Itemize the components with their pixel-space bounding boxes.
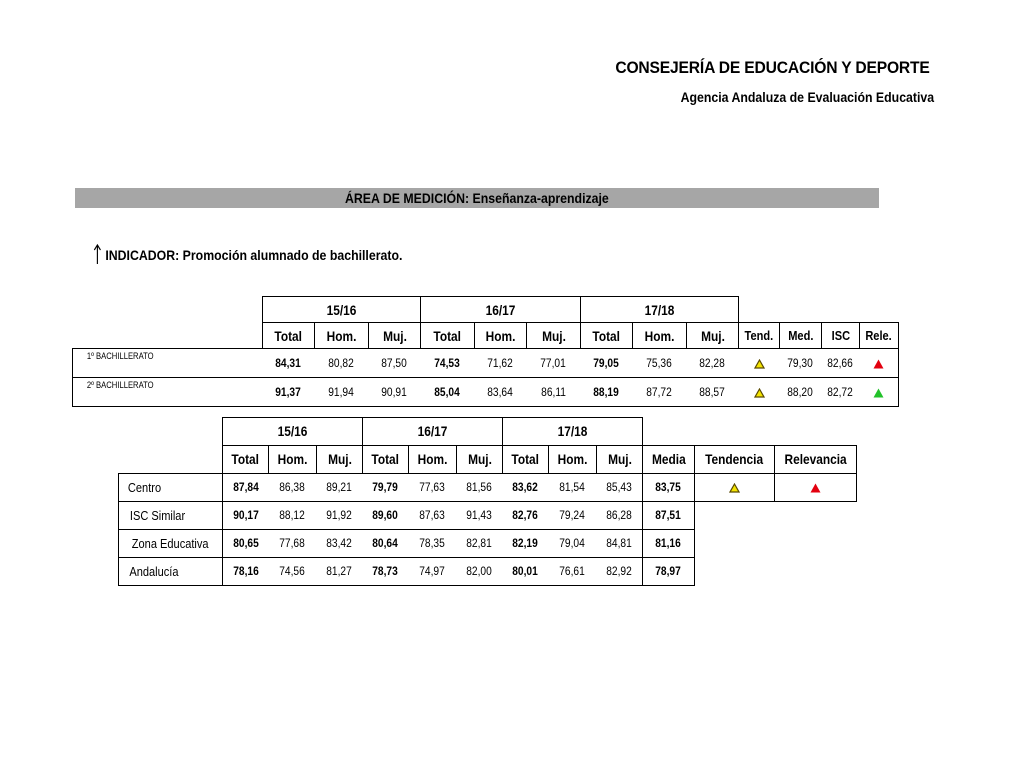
- trend-cell: [739, 378, 780, 407]
- cell: 83,42: [317, 529, 363, 557]
- table-row: [119, 473, 857, 501]
- relevance-cell: [860, 349, 899, 378]
- cell: 81,27: [317, 557, 363, 585]
- column-header: Muj.: [597, 445, 643, 473]
- cell: 90,91: [369, 378, 421, 407]
- media-cell: 87,51: [643, 501, 695, 529]
- triangle-yellow-icon: [754, 359, 765, 369]
- cell: 75,36: [633, 349, 687, 378]
- cell: 74,53: [421, 349, 475, 378]
- cell: 90,17: [223, 501, 269, 529]
- cell: 84,31: [263, 349, 315, 378]
- row-label: ISC Similar: [119, 501, 223, 529]
- column-header: Muj.: [317, 445, 363, 473]
- cell: 81,56: [457, 473, 503, 501]
- row-label: 2º BACHILLERATO: [73, 378, 263, 407]
- column-header: Hom.: [409, 445, 457, 473]
- column-header: Muj.: [527, 323, 581, 349]
- year-header: 15/16: [263, 297, 421, 323]
- year-header-row: [119, 418, 857, 446]
- cell: 88,19: [581, 378, 633, 407]
- cell: 88,12: [269, 501, 317, 529]
- media-cell: 83,75: [643, 473, 695, 501]
- row-label: Andalucía: [119, 557, 223, 585]
- cell: 82,28: [687, 349, 739, 378]
- cell: 86,28: [597, 501, 643, 529]
- agency-subtitle: Agencia Andaluza de Evaluación Educativa: [680, 89, 934, 105]
- column-header-med: Med.: [780, 323, 822, 349]
- column-header-tend: Tend.: [739, 323, 780, 349]
- area-banner: [75, 188, 879, 208]
- cell: 85,43: [597, 473, 643, 501]
- indicator-line: [93, 243, 402, 265]
- column-header: Hom.: [475, 323, 527, 349]
- triangle-yellow-icon: [729, 483, 740, 493]
- indicator-label: INDICADOR:: [105, 247, 180, 263]
- trend-cell: [739, 349, 780, 378]
- cell: 82,72: [822, 378, 860, 407]
- cell: 89,21: [317, 473, 363, 501]
- cell: 87,63: [409, 501, 457, 529]
- column-header-row: [73, 323, 899, 349]
- row-label: 1º BACHILLERATO: [73, 349, 263, 378]
- cell: 78,35: [409, 529, 457, 557]
- cell: 74,56: [269, 557, 317, 585]
- table-row: [119, 529, 857, 557]
- trend-cell: [695, 473, 775, 501]
- column-header: Hom.: [269, 445, 317, 473]
- table-row: [119, 501, 857, 529]
- organization-title: CONSEJERÍA DE EDUCACIÓN Y DEPORTE: [615, 58, 930, 77]
- area-value: Enseñanza-aprendizaje: [472, 190, 609, 206]
- media-cell: 81,16: [643, 529, 695, 557]
- year-header: 16/17: [421, 297, 581, 323]
- media-cell: 78,97: [643, 557, 695, 585]
- relevance-cell: [775, 473, 857, 501]
- cell: 76,61: [549, 557, 597, 585]
- cell: 80,01: [503, 557, 549, 585]
- cell: 78,16: [223, 557, 269, 585]
- cell: 91,92: [317, 501, 363, 529]
- table-row: [73, 349, 899, 378]
- cell: 86,38: [269, 473, 317, 501]
- cell: 88,20: [780, 378, 822, 407]
- cell: 91,43: [457, 501, 503, 529]
- column-header: Muj.: [457, 445, 503, 473]
- cell: 91,37: [263, 378, 315, 407]
- cell: 82,19: [503, 529, 549, 557]
- cell: 82,92: [597, 557, 643, 585]
- column-header-row: [119, 445, 857, 473]
- cell: 77,68: [269, 529, 317, 557]
- column-header: Total: [223, 445, 269, 473]
- column-header: Total: [363, 445, 409, 473]
- cell: 87,84: [223, 473, 269, 501]
- comparison-table: [118, 417, 857, 586]
- cell: 87,50: [369, 349, 421, 378]
- cell: 84,81: [597, 529, 643, 557]
- year-header: 17/18: [581, 297, 739, 323]
- cell: 74,97: [409, 557, 457, 585]
- column-header-isc: ISC: [822, 323, 860, 349]
- year-header: 17/18: [503, 418, 643, 446]
- cell: 77,01: [527, 349, 581, 378]
- triangle-red-icon: [810, 483, 821, 493]
- column-header: Hom.: [315, 323, 369, 349]
- column-header-relevancia: Relevancia: [775, 445, 857, 473]
- row-label: Centro: [119, 473, 223, 501]
- year-header-row: [73, 297, 899, 323]
- cell: 77,63: [409, 473, 457, 501]
- cell: 82,81: [457, 529, 503, 557]
- column-header: Hom.: [633, 323, 687, 349]
- cell: 79,24: [549, 501, 597, 529]
- cell: 71,62: [475, 349, 527, 378]
- cell: 80,65: [223, 529, 269, 557]
- cell: 79,79: [363, 473, 409, 501]
- year-header: 16/17: [363, 418, 503, 446]
- column-header: Total: [581, 323, 633, 349]
- column-header: Total: [503, 445, 549, 473]
- relevance-cell: [860, 378, 899, 407]
- cell: 88,57: [687, 378, 739, 407]
- table-row: [119, 557, 857, 585]
- column-header-tendencia: Tendencia: [695, 445, 775, 473]
- cell: 85,04: [421, 378, 475, 407]
- row-label: Zona Educativa: [119, 529, 223, 557]
- cell: 82,76: [503, 501, 549, 529]
- column-header: Total: [421, 323, 475, 349]
- cell: 87,72: [633, 378, 687, 407]
- triangle-red-icon: [873, 359, 884, 369]
- column-header: Total: [263, 323, 315, 349]
- column-header: Hom.: [549, 445, 597, 473]
- cell: 79,04: [549, 529, 597, 557]
- cell: 83,64: [475, 378, 527, 407]
- cell: 89,60: [363, 501, 409, 529]
- cell: 82,66: [822, 349, 860, 378]
- area-label: ÁREA DE MEDICIÓN:: [345, 190, 470, 206]
- cell: 86,11: [527, 378, 581, 407]
- column-header-media: Media: [643, 445, 695, 473]
- column-header: Muj.: [369, 323, 421, 349]
- cell: 83,62: [503, 473, 549, 501]
- cell: 82,00: [457, 557, 503, 585]
- triangle-yellow-icon: [754, 388, 765, 398]
- table-row: [73, 378, 899, 407]
- cell: 81,54: [549, 473, 597, 501]
- cell: 80,82: [315, 349, 369, 378]
- bachillerato-table: [72, 296, 899, 407]
- column-header: Muj.: [687, 323, 739, 349]
- cell: 78,73: [363, 557, 409, 585]
- cell: 79,05: [581, 349, 633, 378]
- cell: 91,94: [315, 378, 369, 407]
- indicator-value: Promoción alumnado de bachillerato.: [182, 247, 403, 263]
- column-header-rele: Rele.: [860, 323, 899, 349]
- triangle-green-icon: [873, 388, 884, 398]
- arrow-up-icon: [93, 243, 102, 265]
- cell: 79,30: [780, 349, 822, 378]
- year-header: 15/16: [223, 418, 363, 446]
- cell: 80,64: [363, 529, 409, 557]
